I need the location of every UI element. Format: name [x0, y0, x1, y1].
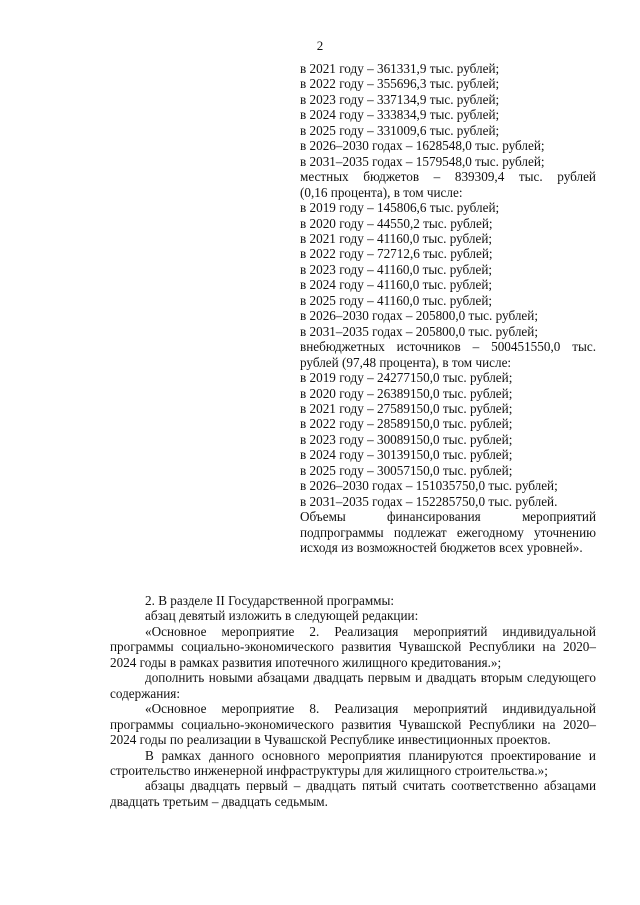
- amendment-paragraph: «Основное мероприятие 2. Реализация мероприятий индивидуальной программы социально-экономического развития Чувашской Республики на 2020–2024 годы в рамках развития ипотечного жилищного кредитования.»;: [110, 623, 596, 670]
- financing-line: в 2031–2035 годах – 205800,0 тыс. рублей;: [300, 323, 538, 339]
- financing-line: в 2023 году – 41160,0 тыс. рублей;: [300, 261, 493, 277]
- amendments-body: [110, 593, 596, 809]
- closing-paragraph: Объемы финансирования мероприятий подпрограммы подлежат ежегодному уточнению исходя из возможностей бюджетов всех уровней».: [300, 509, 596, 556]
- amendment-paragraph: В рамках данного основного мероприятия планируются проектирование и строительство инженерной инфраструктуры для жилищного строительства.»;: [110, 747, 596, 778]
- financing-column: [300, 61, 596, 556]
- financing-line: в 2024 году – 30139150,0 тыс. рублей;: [300, 447, 513, 463]
- financing-line: в 2025 году – 331009,6 тыс. рублей;: [300, 122, 500, 138]
- financing-line: в 2020 году – 26389150,0 тыс. рублей;: [300, 385, 513, 401]
- financing-line: в 2026–2030 годах – 205800,0 тыс. рублей;: [300, 308, 538, 324]
- financing-line: в 2019 году – 24277150,0 тыс. рублей;: [300, 370, 513, 386]
- financing-line: в 2023 году – 337134,9 тыс. рублей;: [300, 91, 500, 107]
- financing-line: в 2019 году – 145806,6 тыс. рублей;: [300, 200, 500, 216]
- extrabudget-heading: внебюджетных источников – 500451550,0 тыс.: [300, 339, 596, 355]
- amendment-paragraph: 2. В разделе II Государственной программы:: [145, 593, 395, 608]
- local-budgets-heading: местных бюджетов – 839309,4 тыс. рублей: [300, 169, 596, 185]
- amendment-paragraph: абзац девятый изложить в следующей редакции:: [145, 608, 419, 624]
- financing-line: в 2025 году – 30057150,0 тыс. рублей;: [300, 462, 513, 478]
- financing-line: в 2031–2035 годах – 1579548,0 тыс. рублей;: [300, 153, 545, 169]
- local-budgets-share: (0,16 процента), в том числе:: [300, 184, 463, 200]
- financing-line: в 2020 году – 44550,2 тыс. рублей;: [300, 215, 493, 231]
- page-number: 2: [316, 38, 324, 53]
- financing-line: в 2031–2035 годах – 152285750,0 тыс. рублей.: [300, 493, 558, 509]
- amendment-paragraph: абзацы двадцать первый – двадцать пятый считать соответственно абзацами двадцать третьим – двадцать седьмым.: [110, 778, 596, 809]
- financing-line: в 2024 году – 41160,0 тыс. рублей;: [300, 277, 493, 293]
- financing-line: в 2025 году – 41160,0 тыс. рублей;: [300, 292, 493, 308]
- extrabudget-share: рублей (97,48 процента), в том числе:: [300, 354, 512, 370]
- financing-line: в 2021 году – 361331,9 тыс. рублей;: [300, 61, 500, 76]
- amendment-paragraph: дополнить новыми абзацами двадцать первым и двадцать вторым следующего содержания:: [110, 670, 596, 701]
- financing-line: в 2026–2030 годах – 1628548,0 тыс. рублей;: [300, 138, 545, 154]
- financing-line: в 2022 году – 72712,6 тыс. рублей;: [300, 246, 493, 262]
- amendment-paragraph: «Основное мероприятие 8. Реализация мероприятий индивидуальной программы социально-экономического развития Чувашской Республики на 2020–2024 годы по реализации в Чувашской Республике инвестиционных проектов.: [110, 701, 596, 748]
- financing-line: в 2026–2030 годах – 151035750,0 тыс. рублей;: [300, 478, 558, 494]
- financing-line: в 2021 году – 41160,0 тыс. рублей;: [300, 230, 493, 246]
- financing-line: в 2023 году – 30089150,0 тыс. рублей;: [300, 431, 513, 447]
- financing-line: в 2022 году – 355696,3 тыс. рублей;: [300, 76, 500, 92]
- financing-line: в 2022 году – 28589150,0 тыс. рублей;: [300, 416, 513, 432]
- financing-line: в 2021 году – 27589150,0 тыс. рублей;: [300, 400, 513, 416]
- financing-line: в 2024 году – 333834,9 тыс. рублей;: [300, 107, 500, 123]
